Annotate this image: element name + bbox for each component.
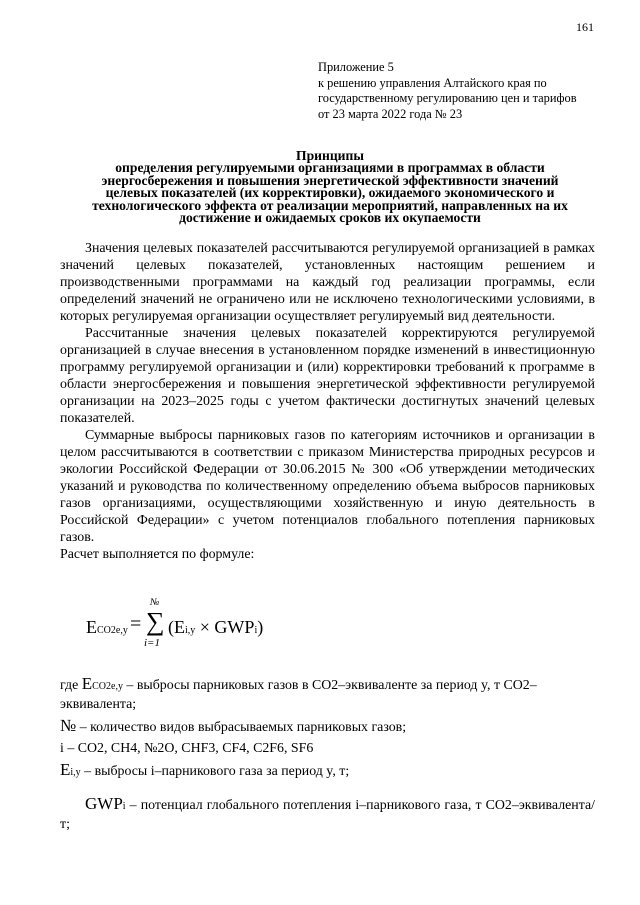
gwp-text: – потенциал глобального потепления i–парникового газа, т CO2–эквивалента/т; [60,798,595,832]
formula-rhs-subscript-2: i [254,625,258,636]
formula-lhs-subscript: CO2e,y [97,625,128,636]
title-line-1: Принципы [296,148,364,163]
formula-lhs [86,617,128,638]
appendix-line-4: от 23 марта 2022 года № 23 [318,106,463,121]
appendix-line-2: к решению управления Алтайского края по [318,75,547,90]
definition-gas-list: i – CO2, CH4, №2O, CHF3, CF4, C2F6, SF6 [60,741,314,756]
appendix-line-1: Приложение 5 [318,60,394,74]
formula-rhs-open: (E [168,617,185,637]
gwp-subscript: i [122,801,126,812]
paragraph-1: Значения целевых показателей рассчитываются регулируемой организацией в рамках значений целевых показателей, установленных настоящим решением и производственными программами на каждый год реализации программы, если определений значений не ограничено или не исключено технологическими условиями, в которых регулируемая организации осуществляет регулируемый вид деятельности. [60,241,595,324]
gwp-definition [60,795,595,834]
definition-symbol: E [60,760,71,779]
title-line-6: достижение и ожидаемых сроков их окупаемости [179,210,481,226]
document-title [60,150,600,224]
definition-text: – выбросы парниковых газов в CO2–эквиваленте за период y, т CO2–эквивалента; [60,678,537,712]
title-line-2: определения регулируемыми организациями в программах в области [115,160,545,176]
formula-rhs [168,617,263,638]
formula-sum-symbol: ∑ [146,607,165,636]
definition-symbol: № [60,716,77,735]
paragraph-2: Рассчитанные значения целевых показателей корректируются регулируемой организацией в случае внесения в установленном порядке изменений в инвестиционную программу регулируемой организации и (или) корректировки требований к программе в области энергосбережения и повышения энергетической эффективности регулируемой организации на 2023–2025 годы с учетом фактически достигнутых значений целевых показателей. [60,326,595,426]
definition-symbol: E [81,674,93,693]
gwp-paragraph [60,795,595,834]
title-line-4: целевых показателей (их корректировки), ожидаемого экономического и [105,185,555,201]
body-text [60,240,595,563]
title-line-3: энергосбережения и повышения энергетической эффективности значений [101,172,559,188]
title-line-5: технологического эффекта от реализации мероприятий, направленных на их [92,197,568,213]
definition-gas-count [60,717,595,737]
formula-sum-lower: i=1 [144,637,160,649]
definition-text: – количество видов выбрасываемых парниковых газов; [76,720,407,735]
definition-emissions-total [60,675,595,714]
definition-gas-emissions [60,761,595,782]
formula-rhs-times: × GWP [195,617,255,637]
formula-sum-upper: № [150,597,160,608]
page-number: 161 [576,20,594,34]
appendix-header [318,60,577,122]
definition-subscript: CO2e,y [92,681,123,692]
definition-subscript: i,y [70,767,81,778]
appendix-line-3: государственному регулированию цен и тарифов [318,91,577,106]
formula-equals: = [130,613,142,635]
formula-rhs-close: ) [257,617,264,637]
formula-lhs-symbol: E [86,617,97,637]
formula-definitions [60,675,595,785]
paragraph-3: Суммарные выбросы парниковых газов по категориям источников и организации в целом рассчитываются в соответствии с приказом Министерства природных ресурсов и экологии Российской Федерации от 30.06.2015 № 300 «Об утверждении методических указаний и руководства по количественному определению объема выбросов парниковых газов организациями, осуществляющими хозяйственную и иную деятельность в Российской Федерации» с учетом потенциалов глобального потепления парниковых газов. [60,428,595,545]
emissions-formula [86,595,326,655]
paragraph-4: Расчет выполняется по формуле: [60,547,255,562]
definition-prefix: где [60,678,82,693]
gwp-symbol: GWP [85,794,123,813]
definition-text: – выбросы i–парникового газа за период y, т; [80,764,350,779]
formula-rhs-subscript: i,y [185,625,196,636]
